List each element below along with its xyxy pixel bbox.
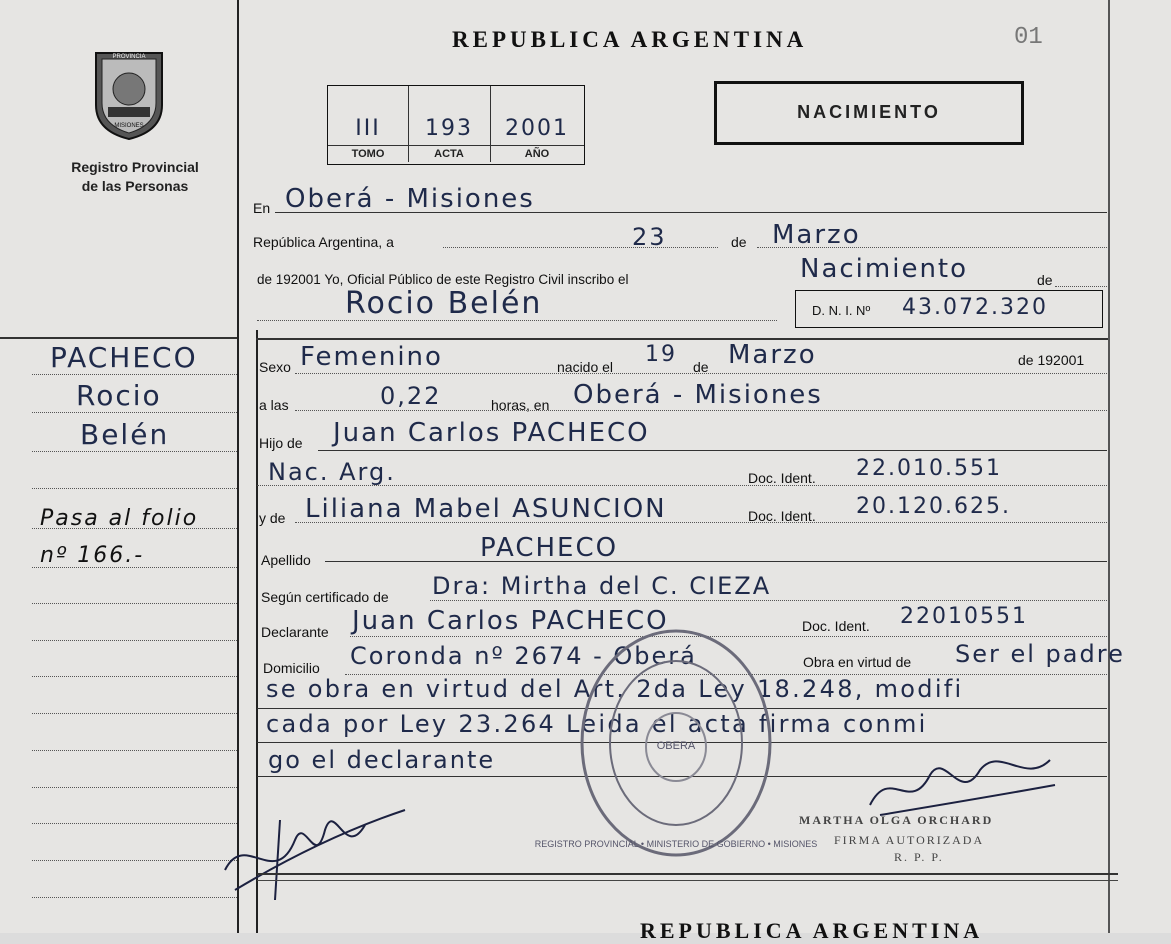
tomo-value: III (355, 116, 381, 141)
record-number-box (327, 85, 585, 165)
birth-month: Marzo (728, 340, 817, 370)
hijo-label: Hijo de (259, 435, 303, 451)
registry-name (40, 158, 230, 196)
year-inscribo-label: de 192001 Yo, Oficial Público de este Registro Civil inscribo el (257, 272, 629, 287)
form-top-rule (256, 338, 1108, 340)
apellido-value: PACHECO (480, 533, 619, 563)
tomo-cell (328, 86, 409, 162)
registry-line2: de las Personas (81, 178, 189, 194)
a-las-label: a las (259, 397, 289, 413)
declarant-signature (215, 790, 415, 905)
margin-name1: Rocio (76, 379, 162, 412)
signatory-role: FIRMA AUTORIZADA (834, 833, 985, 847)
margin-rule-8 (32, 640, 237, 641)
margin-rule-4 (32, 488, 237, 489)
margin-rule-11 (32, 750, 237, 751)
form-right-border (1108, 0, 1110, 933)
official-stamp (534, 627, 818, 859)
margin-name2: Belén (80, 418, 170, 451)
margin-note1: Pasa al folio (40, 506, 199, 531)
margin-rule-14 (32, 860, 237, 861)
de-label-3: de (693, 359, 709, 375)
obra-value: Ser el padre (955, 640, 1125, 668)
father-name: Juan Carlos PACHECO (333, 418, 650, 448)
mother-doc: 20.120.625. (856, 494, 1011, 519)
margin-rule-1 (32, 374, 237, 375)
margin-rule-2 (32, 412, 237, 413)
place-value: Oberá - Misiones (285, 184, 535, 214)
stamp-center-text: OBERA (656, 740, 696, 752)
day-value: 23 (632, 223, 667, 251)
mother-name: Liliana Mabel ASUNCION (305, 494, 667, 524)
rule-nac (257, 485, 1107, 486)
horas-label: horas, en (491, 397, 550, 413)
margin-rule-6 (32, 567, 237, 568)
domicilio-value: Coronda nº 2674 - Oberá (350, 642, 697, 670)
acta-cell (408, 86, 491, 162)
margin-rule-12 (32, 787, 237, 788)
tomo-label: TOMO (328, 145, 408, 160)
rule-yde (295, 522, 1107, 523)
page-number: 01 (1014, 24, 1043, 51)
birth-place: Oberá - Misiones (573, 380, 823, 410)
birth-year-label: de 192001 (1018, 352, 1085, 368)
nacido-label: nacido el (557, 359, 614, 375)
de-label-2: de (1037, 272, 1053, 288)
acta-label: ACTA (408, 145, 490, 160)
father-nationality: Nac. Arg. (268, 458, 396, 486)
rule-republic-2 (757, 247, 1107, 248)
observation-line-1: se obra en virtud del Art. 2da Ley 18.248, modifi (266, 675, 964, 703)
event-value: Nacimiento (800, 254, 969, 284)
province-emblem (86, 47, 172, 143)
signatory-name: MARTHA OLGA ORCHARD (799, 813, 994, 827)
margin-note2: nº 166.- (40, 543, 145, 568)
dni-value: 43.072.320 (902, 295, 1048, 320)
apellido-label: Apellido (261, 552, 311, 568)
emblem-top-text: PROVINCIA (112, 54, 146, 60)
record-type: NACIMIENTO (797, 102, 941, 122)
cert-label: Según certificado de (261, 589, 389, 605)
rule-republic-1 (443, 247, 718, 248)
margin-rule-9 (32, 676, 237, 677)
acta-value: 193 (425, 116, 473, 141)
rule-apellido (325, 561, 1107, 562)
margin-surname: PACHECO (50, 341, 198, 374)
ano-value: 2001 (505, 116, 569, 141)
ano-cell (490, 86, 584, 162)
doc-label-1: Doc. Ident. (748, 470, 816, 486)
doc-label-3: Doc. Ident. (802, 618, 870, 634)
margin-rule-3 (32, 451, 237, 452)
cert-value: Dra: Mirtha del C. CIEZA (432, 572, 772, 600)
margin-rule-7 (32, 603, 237, 604)
declarante-name: Juan Carlos PACHECO (352, 606, 669, 636)
margin-rule-10 (32, 713, 237, 714)
father-doc: 22.010.551 (856, 456, 1002, 481)
stamp-ring-text: REGISTRO PROVINCIAL • MINISTERIO DE GOBIERNO • MISIONES (534, 839, 818, 849)
rule-event (1055, 286, 1107, 287)
en-label: En (253, 200, 271, 216)
dni-label: D. N. I. Nº (812, 303, 871, 318)
hour-value: 0,22 (380, 382, 442, 410)
y-de-label: y de (259, 510, 286, 526)
record-type-box (714, 81, 1024, 145)
rule-childname (257, 320, 777, 321)
dni-box (795, 290, 1103, 328)
margin-rule-13 (32, 823, 237, 824)
ano-label: AÑO (490, 145, 584, 160)
doc-label-2: Doc. Ident. (748, 508, 816, 524)
rule-horas (295, 410, 1107, 411)
emblem-bottom-text: MISIONES (114, 123, 144, 129)
next-page-title: REPUBLICA ARGENTINA (640, 918, 984, 943)
signatory-office: R. P. P. (894, 850, 944, 864)
declarante-doc: 22010551 (900, 604, 1028, 629)
rule-sexo (295, 373, 1107, 374)
child-name: Rocio Belén (345, 286, 543, 321)
republic-label: República Argentina, a (253, 234, 394, 250)
birth-day: 19 (645, 342, 677, 367)
observation-line-3: go el declarante (268, 746, 496, 774)
country-title: REPUBLICA ARGENTINA (452, 27, 808, 52)
rule-hijo (318, 450, 1107, 451)
observation-line-2: cada por Ley 23.264 Leida el acta firma conmi (266, 710, 928, 738)
sexo-label: Sexo (259, 359, 291, 375)
rule-en (275, 212, 1107, 213)
obra-label: Obra en virtud de (803, 654, 912, 670)
domicilio-label: Domicilio (263, 660, 320, 676)
sexo-value: Femenino (300, 342, 443, 372)
margin-top-rule (0, 337, 237, 339)
declarante-label: Declarante (261, 624, 329, 640)
margin-rule-5 (32, 528, 237, 529)
de-label-1: de (731, 234, 747, 250)
registry-line1: Registro Provincial (71, 159, 199, 175)
margin-rule-15 (32, 897, 237, 898)
bottom-rule-2 (257, 880, 1118, 881)
month-value: Marzo (772, 220, 861, 250)
bottom-rule-1 (257, 873, 1118, 875)
rule-cert (430, 600, 1107, 601)
